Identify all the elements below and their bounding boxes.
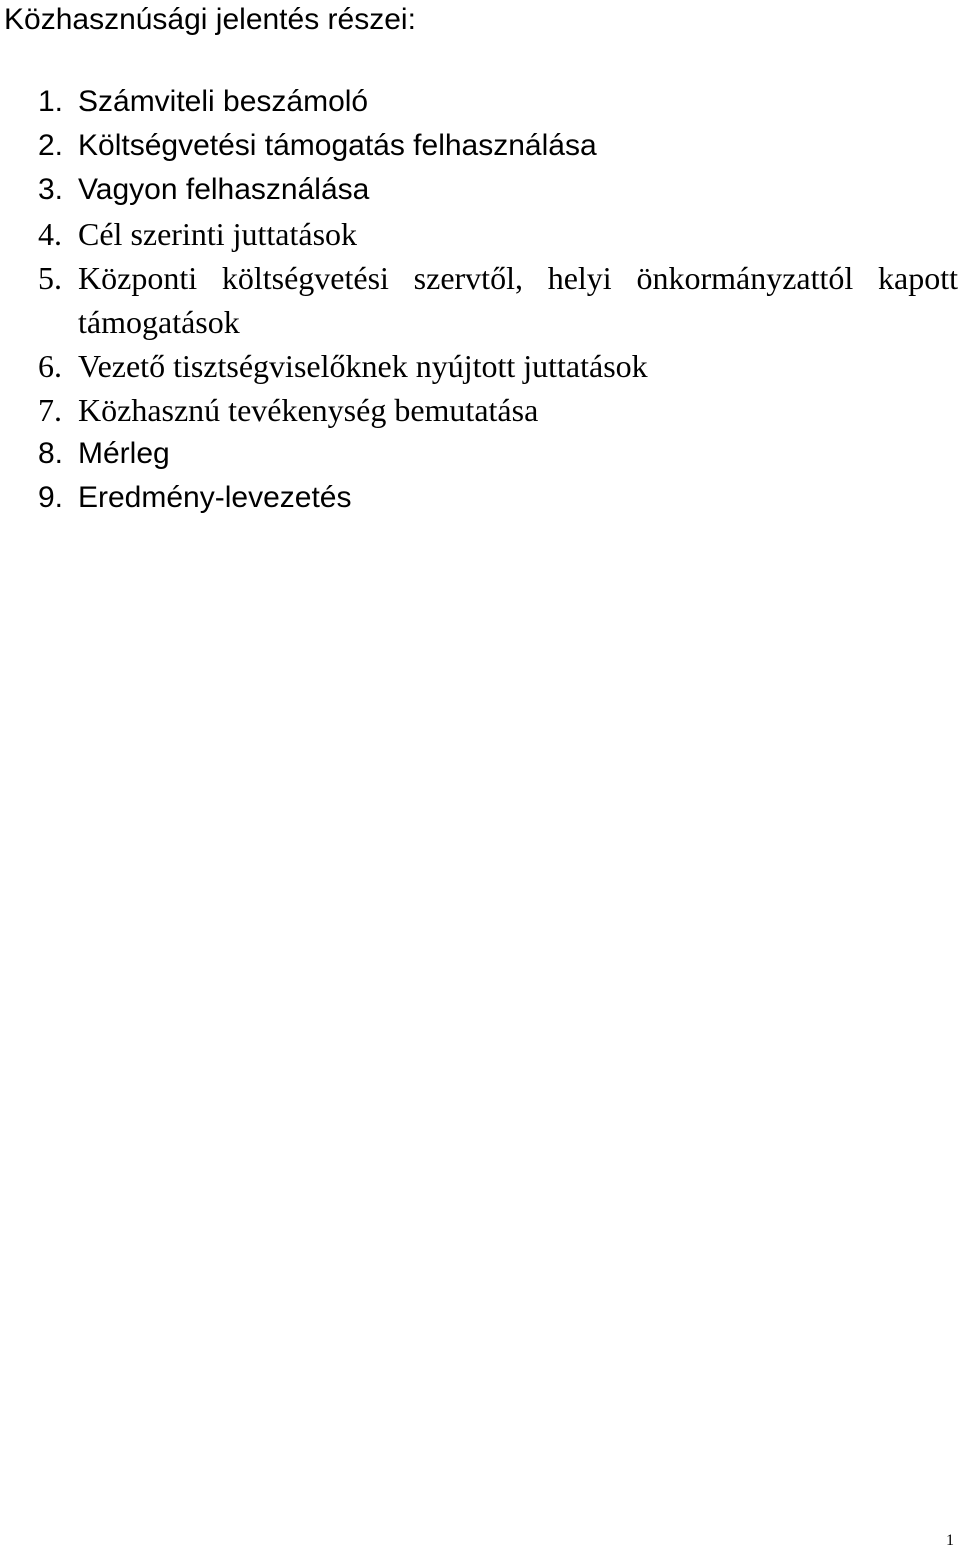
document-heading: Közhasznúsági jelentés részei: [4, 3, 416, 36]
list-item-text: Közhasznú tevékenység bemutatása [78, 392, 539, 428]
list-item-number: 7. [38, 392, 62, 428]
list-item-number: 6. [38, 348, 62, 384]
list-item [0, 212, 960, 256]
list-item [0, 432, 960, 476]
list-item-text: Vezető tisztségviselőknek nyújtott juttatások [78, 348, 648, 384]
list-item-text: Vagyon felhasználása [78, 173, 370, 206]
list-item-text: Cél szerinti juttatások [78, 216, 358, 252]
list-item-text: Központi költségvetési szervtől, helyi önkormányzattól kapott támogatások [78, 260, 958, 340]
list-item [0, 476, 960, 520]
list-item-text: Eredmény-levezetés [78, 481, 352, 514]
list-item-number: 2. [38, 129, 64, 162]
contents-list [0, 80, 960, 520]
list-item-text: Mérleg [78, 437, 170, 470]
list-item-text: Számviteli beszámoló [78, 85, 369, 118]
list-item [0, 124, 960, 168]
list-item [0, 168, 960, 212]
page-number: 1 [946, 1532, 954, 1549]
list-item-number: 1. [38, 85, 64, 118]
list-item-number: 3. [38, 173, 64, 206]
list-item-number: 5. [38, 260, 62, 296]
list-item [0, 256, 960, 344]
list-item [0, 80, 960, 124]
list-item [0, 388, 960, 432]
list-item [0, 344, 960, 388]
list-item-number: 9. [38, 481, 64, 514]
list-item-number: 8. [38, 437, 64, 470]
list-item-text: Költségvetési támogatás felhasználása [78, 129, 597, 162]
list-item-number: 4. [38, 216, 62, 252]
